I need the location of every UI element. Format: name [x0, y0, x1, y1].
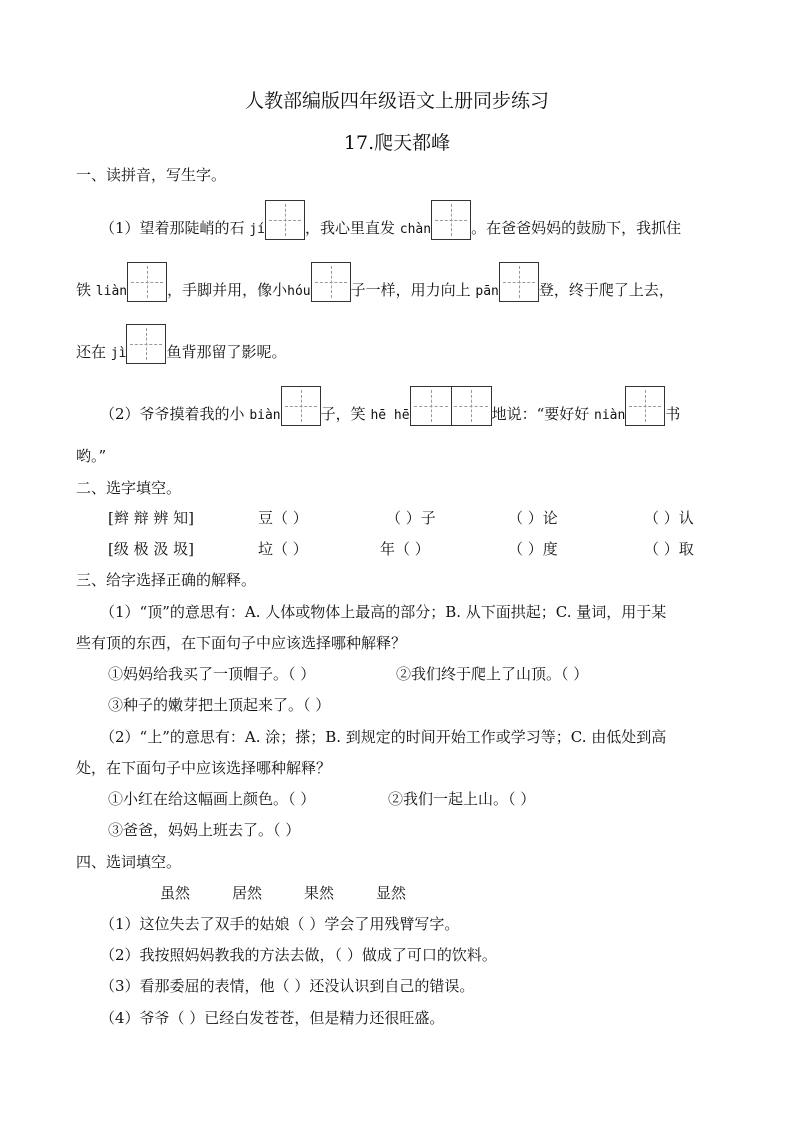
text: ，我心里直发: [304, 219, 395, 237]
question-text: （2）“上”的意思有：A. 涂；搽；B. 到规定的时间开始工作或学习等；C. 由低处到高: [100, 728, 667, 746]
question-text: （1）“顶”的意思有：A. 人体或物体上最高的部分；B. 从下面拱起；C. 量词，用于某: [100, 603, 667, 621]
sentence-item[interactable]: ②我们终于爬上了山顶。（ ）: [396, 665, 589, 683]
text: 。在爸爸妈妈的鼓励下，我抓住: [471, 219, 682, 237]
pinyin-line-3: [76, 324, 286, 364]
writing-box[interactable]: [265, 200, 305, 240]
pinyin: niàn: [594, 408, 626, 423]
writing-box[interactable]: [127, 262, 167, 302]
blank-item[interactable]: （ ）度: [508, 540, 558, 558]
writing-box[interactable]: [311, 262, 351, 302]
sentence-item[interactable]: ③种子的嫩芽把土顶起来了。（ ）: [108, 696, 331, 714]
pinyin: biàn: [249, 408, 281, 423]
writing-box[interactable]: [126, 324, 166, 364]
blank-item[interactable]: 豆（ ）: [258, 509, 308, 527]
pinyin-line-2: [76, 262, 674, 302]
blank-item[interactable]: （ ）子: [386, 509, 436, 527]
writing-box[interactable]: [281, 386, 321, 426]
sentence-item[interactable]: ②我们一起上山。（ ）: [388, 790, 536, 808]
question-text: 处，在下面句子中应该选择哪种解释？: [76, 759, 332, 777]
text: 登，终于爬了上去，: [538, 281, 674, 299]
text: 铁: [76, 281, 92, 299]
text: 子，笑: [320, 405, 366, 423]
writing-box[interactable]: [499, 262, 539, 302]
blank-item[interactable]: 年（ ）: [380, 540, 430, 558]
pinyin: chàn: [399, 222, 432, 237]
text: 还在: [76, 343, 107, 361]
sentence-item[interactable]: （2）我按照妈妈教我的方法去做，（ ）做成了可口的饮料。: [100, 946, 497, 964]
pinyin-line-1: [100, 200, 681, 240]
pinyin: pān: [475, 284, 499, 299]
char-group-1: [辫 辩 辨 知]: [108, 509, 195, 527]
sentence-item[interactable]: ③爸爸，妈妈上班去了。（ ）: [108, 821, 301, 839]
text: （2）爷爷摸着我的小: [100, 405, 245, 423]
text: ，手脚并用，像小: [167, 281, 288, 299]
text: 书: [665, 405, 681, 423]
pinyin: jí: [249, 222, 265, 237]
text: 鱼背那留了影呢。: [166, 343, 287, 361]
writing-box-double[interactable]: [410, 386, 492, 426]
writing-box[interactable]: [625, 386, 665, 426]
blank-item[interactable]: 垃（ ）: [258, 540, 308, 558]
sentence-item[interactable]: （1）这位失去了双手的姑娘（ ）学会了用残臂写字。: [100, 915, 460, 933]
section1-heading: 一、读拼音，写生字。: [76, 166, 227, 184]
char-group-2: [级 极 汲 圾]: [108, 540, 195, 558]
section3-heading: 三、给字选择正确的解释。: [76, 571, 257, 589]
section4-heading: 四、选词填空。: [76, 853, 182, 871]
pinyin-line-5: 哟。”: [76, 447, 107, 465]
blank-item[interactable]: （ ）取: [644, 540, 694, 558]
writing-box[interactable]: [431, 200, 471, 240]
pinyin: hóu: [287, 284, 311, 299]
pinyin-line-4: [100, 386, 680, 426]
word-option: 显然: [376, 884, 407, 902]
lesson-title: 17.爬天都峰: [343, 132, 451, 154]
sentence-item[interactable]: ①妈妈给我买了一顶帽子。（ ）: [108, 665, 316, 683]
sentence-item[interactable]: （3）看那委屈的表情，他（ ）还没认识到自己的错误。: [100, 977, 475, 995]
blank-item[interactable]: （ ）认: [644, 509, 694, 527]
pinyin: hē hē: [370, 408, 410, 423]
text: 子一样，用力向上: [350, 281, 471, 299]
page-title: 人教部编版四年级语文上册同步练习: [244, 90, 549, 112]
pinyin: liàn: [95, 284, 128, 299]
text: （1）望着那陡峭的石: [100, 219, 245, 237]
section2-heading: 二、选字填空。: [76, 479, 182, 497]
word-option: 居然: [232, 884, 263, 902]
word-option: 虽然: [160, 884, 191, 902]
question-text: 些有顶的东西，在下面句子中应该选择哪种解释？: [76, 634, 407, 652]
word-option: 果然: [304, 884, 335, 902]
blank-item[interactable]: （ ）论: [508, 509, 558, 527]
pinyin: jì: [110, 346, 127, 361]
text: 地说：“要好好: [491, 405, 590, 423]
sentence-item[interactable]: （4）爷爷（ ）已经白发苍苍，但是精力还很旺盛。: [100, 1009, 445, 1027]
sentence-item[interactable]: ①小红在给这幅画上颜色。（ ）: [108, 790, 316, 808]
